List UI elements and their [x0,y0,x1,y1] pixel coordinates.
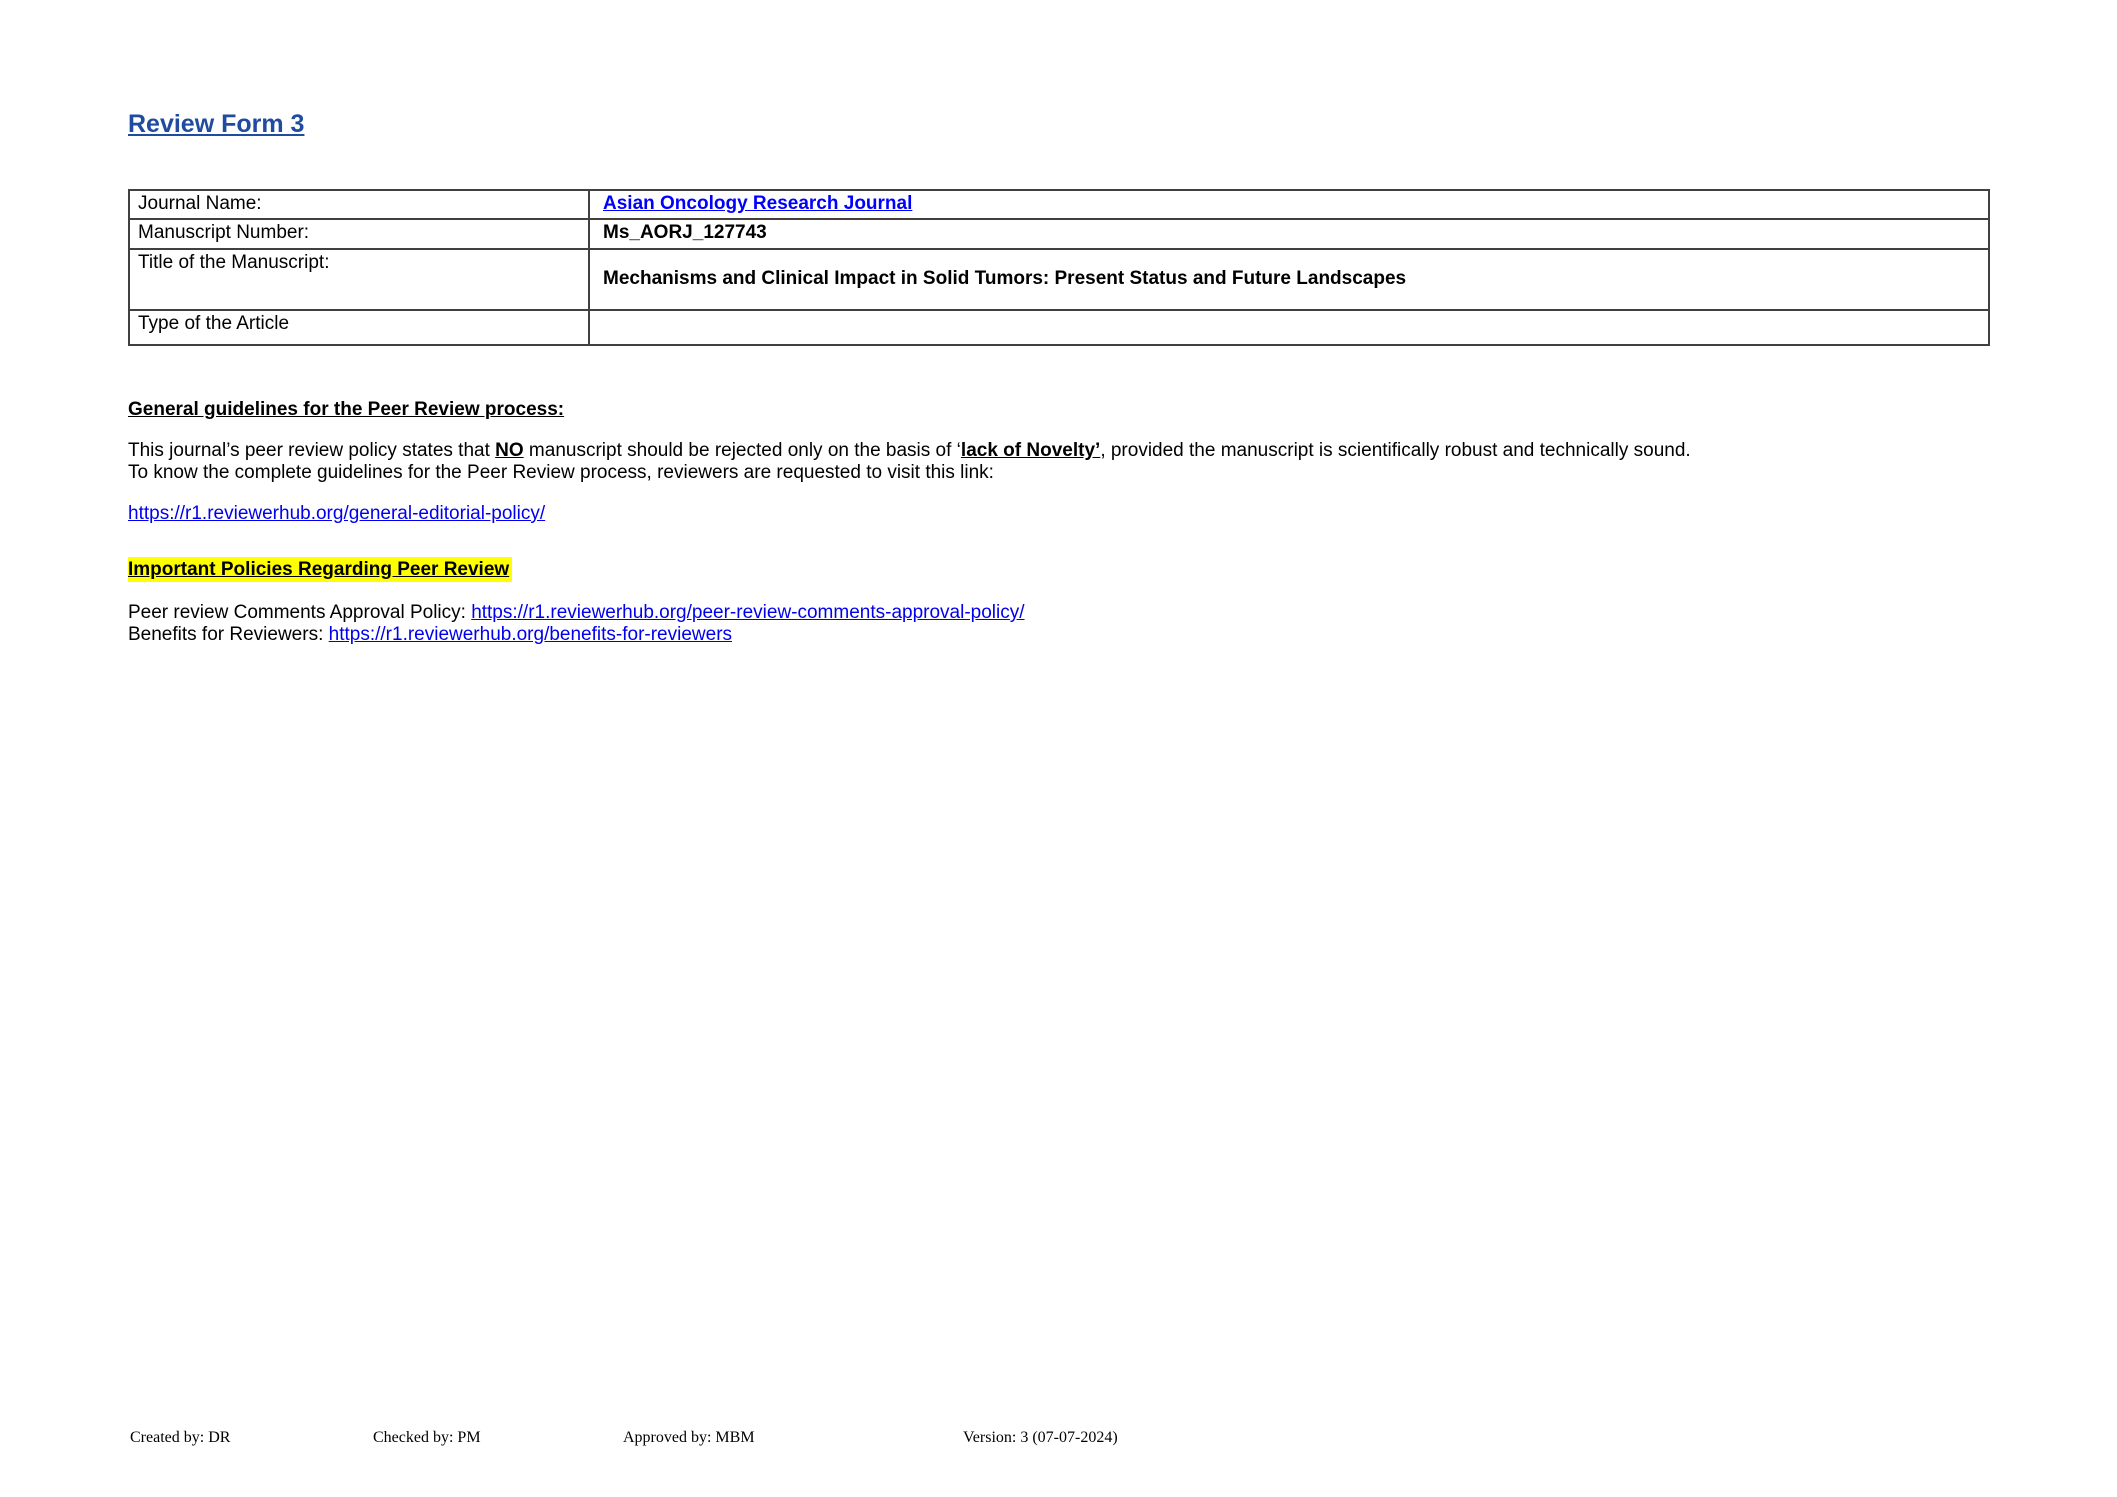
comments-approval-policy-line [128,602,1025,624]
guidelines-heading: General guidelines for the Peer Review process: [128,399,565,420]
table-row-article-type [129,310,1989,345]
article-type-label: Type of the Article [129,310,589,345]
policy-links-block [128,602,1025,646]
benefits-for-reviewers-link[interactable]: https://r1.reviewerhub.org/benefits-for-reviewers [328,624,733,645]
footer-created-by: Created by: DR [130,1429,231,1446]
policies-heading-wrap [128,559,512,581]
manuscript-number-label: Manuscript Number: [129,219,589,249]
footer-checked-by: Checked by: PM [373,1429,481,1446]
statement-novelty-emphasis: lack of Novelty’ [960,440,1101,461]
statement-suffix: , provided the manuscript is scientifically robust and technically sound. [1100,440,1691,461]
statement-no-emphasis: NO [495,440,524,461]
benefits-for-reviewers-line [128,624,1025,646]
journal-name-cell [589,190,1989,219]
page-title: Review Form 3 [128,110,305,138]
journal-name-link[interactable]: Asian Oncology Research Journal [603,193,913,214]
policies-heading: Important Policies Regarding Peer Review [128,557,512,582]
manuscript-title-label: Title of the Manuscript: [129,249,589,310]
statement-middle: manuscript should be rejected only on the basis of ‘ [523,440,961,461]
table-row-manuscript-number [129,219,1989,249]
footer-version: Version: 3 (07-07-2024) [963,1429,1118,1446]
benefits-for-reviewers-label: Benefits for Reviewers: [128,624,329,645]
comments-approval-policy-link[interactable]: https://r1.reviewerhub.org/peer-review-comments-approval-policy/ [471,602,1025,623]
table-row-journal-name [129,190,1989,219]
guidelines-paragraph [128,440,1691,484]
comments-approval-policy-label: Peer review Comments Approval Policy: [128,602,472,623]
statement-prefix: This journal’s peer review policy states that [128,440,496,461]
manuscript-info-table [128,189,1990,346]
table-row-manuscript-title [129,249,1989,310]
manuscript-title-value: Mechanisms and Clinical Impact in Solid Tumors: Present Status and Future Landscapes [589,249,1989,310]
article-type-value [589,310,1989,345]
journal-name-label: Journal Name: [129,190,589,219]
footer-approved-by: Approved by: MBM [623,1429,755,1446]
general-editorial-policy-link[interactable]: https://r1.reviewerhub.org/general-editorial-policy/ [128,503,546,524]
statement-line2: To know the complete guidelines for the Peer Review process, reviewers are requested to visit this link: [128,462,994,483]
manuscript-number-value: Ms_AORJ_127743 [589,219,1989,249]
